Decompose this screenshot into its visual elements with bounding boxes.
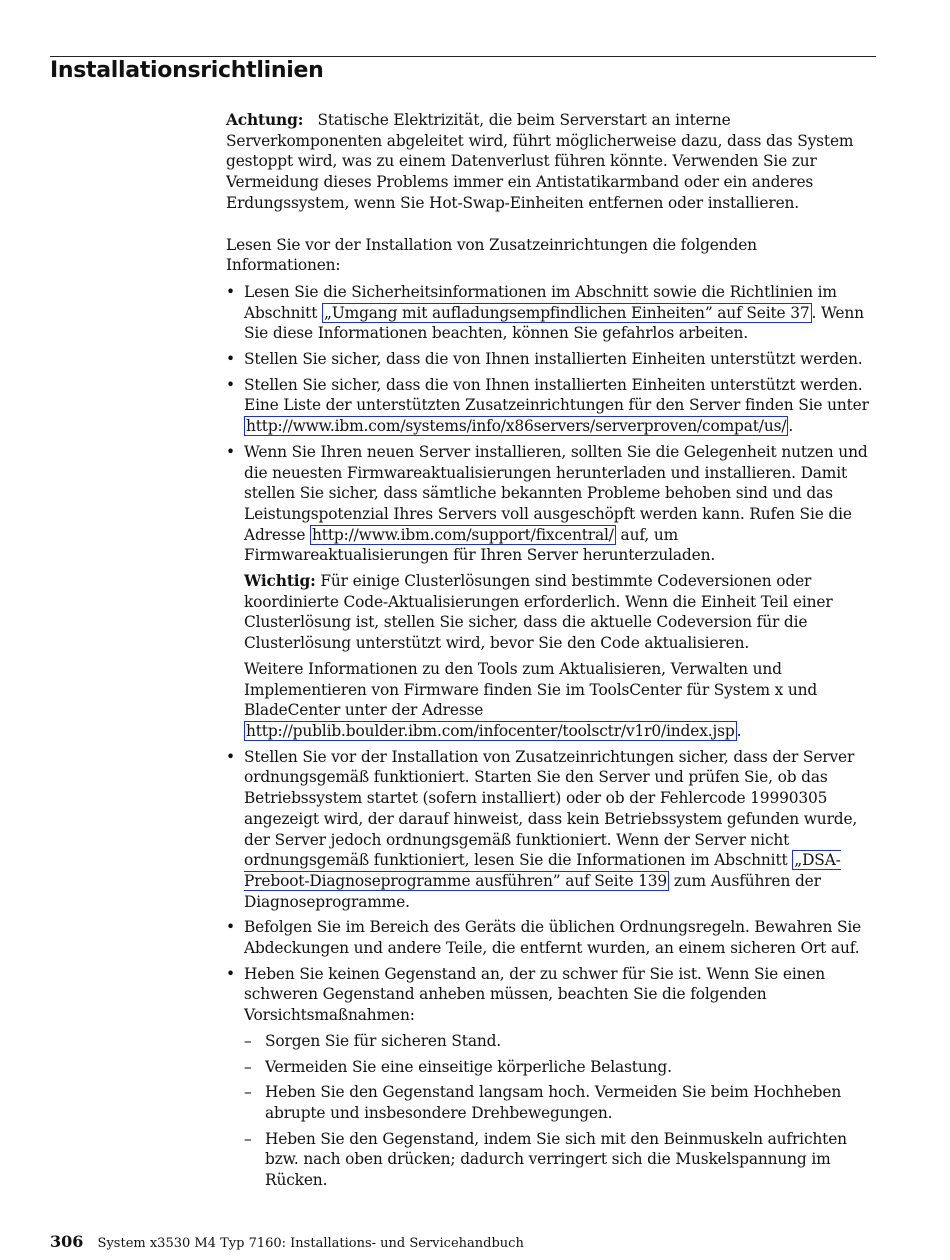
link-serverproven[interactable]: http://www.ibm.com/systems/info/x86servers/serverproven/compat/us/ (246, 417, 787, 436)
dash-marker: – (244, 1083, 252, 1102)
item-text: Weitere Informationen zu den Tools zum Aktualisieren, Verwalten und Implementieren von Firmware finden Sie im ToolsCenter für System x und BladeCenter unter der Adresse (244, 659, 818, 720)
list-item (226, 349, 876, 370)
list-item (226, 442, 876, 742)
sub-item-text: Vermeiden Sie eine einseitige körperliche Belastung. (265, 1057, 672, 1076)
item-text: auf, um Firmwareaktualisierungen für Ihren Server herunterzuladen. (244, 525, 716, 565)
main-content (226, 110, 876, 1196)
bullet-marker: • (226, 375, 235, 394)
list-item (226, 282, 876, 344)
dash-marker: – (244, 1057, 252, 1076)
bullet-marker: • (226, 918, 235, 937)
list-item (226, 747, 876, 913)
important-text: Für einige Clusterlösungen sind bestimmte Codeversionen oder koordinierte Code-Aktualisierungen erforderlich. Wenn die Einheit Teil einer Clusterlösung ist, stellen Sie sicher, dass die aktuelle Codeversion für die Clusterlösung unterstützt wird, bevor Sie den Code aktualisieren. (244, 572, 833, 653)
important-label: Wichtig: (244, 572, 316, 591)
attention-note (226, 110, 876, 214)
item-text: Stellen Sie sicher, dass die von Ihnen installierten Einheiten unterstützt werden. Eine Liste der unterstützten Zusatzeinrichtungen für den Server finden Sie unter (244, 375, 869, 415)
item-text: Heben Sie keinen Gegenstand an, der zu schwer für Sie ist. Wenn Sie einen schweren Gegenstand anheben müssen, beachten Sie die folgenden Vorsichtsmaßnahmen: (244, 964, 826, 1025)
book-title: System x3530 M4 Typ 7160: Installations- und Servicehandbuch (97, 1236, 524, 1251)
bullet-marker: • (226, 282, 235, 301)
page-footer (50, 1232, 524, 1251)
sub-list-item (244, 1082, 876, 1123)
bullet-marker: • (226, 747, 235, 766)
list-item (226, 375, 876, 437)
intro-text: Lesen Sie vor der Installation von Zusatzeinrichtungen die folgenden Informationen: (226, 235, 757, 275)
item-text: . (736, 721, 742, 740)
item-text: . Wenn Sie diese Informationen beachten, können Sie gefahrlos arbeiten. (244, 303, 864, 343)
sub-item-text: Heben Sie den Gegenstand, indem Sie sich mit den Beinmuskeln aufrichten bzw. nach oben drücken; dadurch verringert sich die Muskelspannung im Rücken. (265, 1129, 847, 1190)
page-number: 306 (50, 1232, 84, 1251)
toolscenter-paragraph (244, 659, 876, 742)
precaution-list (244, 1031, 876, 1191)
dash-marker: – (244, 1031, 252, 1050)
bullet-marker: • (226, 964, 235, 983)
attention-text: Statische Elektrizität, die beim Serverstart an interne Serverkomponenten abgeleitet wird, führt möglicherweise dazu, dass das System gestoppt wird, was zu einem Datenverlust führen könnte. Verwenden Sie zur Vermeidung dieses Problems immer ein Antistatikarmband oder ein anderes Erdungssystem, wenn Sie Hot-Swap-Einheiten entfernen oder installieren. (226, 111, 854, 212)
item-text: Lesen Sie die Sicherheitsinformationen im Abschnitt sowie die Richtlinien im Abschnitt (244, 282, 837, 322)
sub-list-item (244, 1129, 876, 1191)
item-text: Stellen Sie vor der Installation von Zusatzeinrichtungen sicher, dass der Server ordnungsgemäß funktioniert. Starten Sie den Server und prüfen Sie, ob das Betriebssystem startet (sofern installiert) oder ob der Fehlercode 19990305 angezeigt wird, der darauf hinweist, dass kein Betriebssystem gefunden wurde, der Server jedoch ordnungsgemäß funktioniert. Wenn der Server nicht ordnungsgemäß funktioniert, lesen Sie die Informationen im Abschnitt (244, 747, 858, 870)
list-item (226, 964, 876, 1191)
link-dsa-preboot[interactable]: „DSA-Preboot-Diagnoseprogramme ausführen” auf Seite 139 (244, 851, 841, 890)
important-note (244, 571, 876, 654)
link-toolscenter[interactable]: http://publib.boulder.ibm.com/infocenter/toolsctr/v1r0/index.jsp (246, 721, 735, 740)
item-text: Befolgen Sie im Bereich des Geräts die üblichen Ordnungsregeln. Bewahren Sie Abdeckungen und andere Teile, die entfernt wurden, an einem sicheren Ort auf. (244, 918, 862, 958)
item-text: Wenn Sie Ihren neuen Server installieren, sollten Sie die Gelegenheit nutzen und die neuesten Firmwareaktualisierungen herunterladen und installieren. Damit stellen Sie sicher, dass sämtliche bekannten Probleme behoben sind und das Leistungspotenzial Ihres Servers voll ausgeschöpft werden kann. Rufen Sie die Adresse (244, 442, 868, 544)
link-fixcentral[interactable]: http://www.ibm.com/support/fixcentral/ (312, 525, 614, 544)
list-item (226, 917, 876, 958)
sub-list-item (244, 1057, 876, 1078)
sub-item-text: Sorgen Sie für sicheren Stand. (265, 1031, 502, 1050)
section-heading: Installationsrichtlinien (50, 58, 324, 83)
attention-label: Achtung: (226, 111, 304, 129)
sub-item-text: Heben Sie den Gegenstand langsam hoch. Vermeiden Sie beim Hochheben abrupte und insbesondere Drehbewegungen. (265, 1083, 842, 1122)
bullet-marker: • (226, 350, 235, 369)
item-text: zum Ausführen der Diagnoseprogramme. (244, 871, 821, 911)
link-static-sensitive-devices[interactable]: „Umgang mit aufladungsempfindlichen Einheiten” auf Seite 37 (324, 303, 810, 322)
item-text: . (788, 417, 794, 436)
top-rule (50, 56, 876, 57)
item-text: Stellen Sie sicher, dass die von Ihnen installierten Einheiten unterstützt werden. (244, 350, 863, 369)
bullet-marker: • (226, 442, 235, 461)
sub-list-item (244, 1031, 876, 1052)
dash-marker: – (244, 1129, 252, 1148)
guideline-list (226, 282, 876, 1191)
